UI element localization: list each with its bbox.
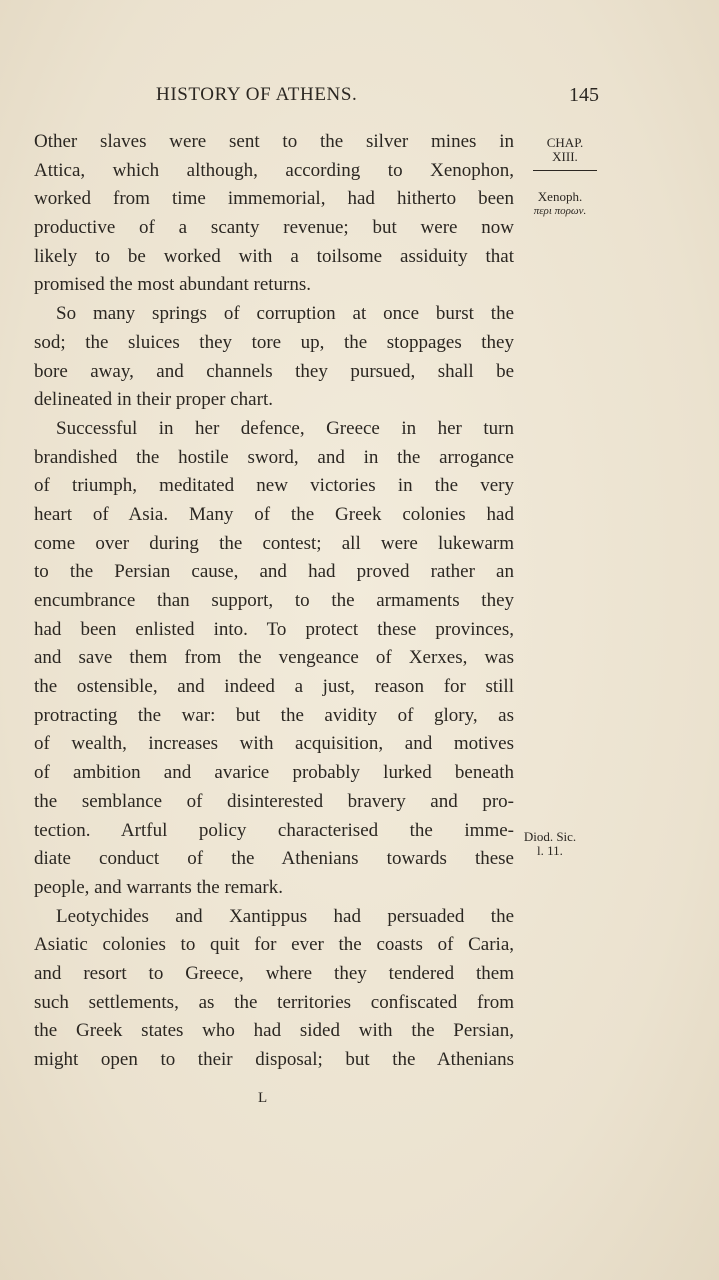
chap-number: XIII. — [552, 149, 578, 164]
text-line: of ambition and avarice probably lurked beneath — [34, 762, 514, 784]
text-line: people, and warrants the remark. — [34, 876, 284, 898]
text-line: the semblance of disinterested bravery and pro- — [34, 790, 514, 812]
diod-label: Diod. Sic. — [523, 829, 577, 844]
text-line: Attica, which although, according to Xenophon, — [34, 159, 514, 181]
text-line: the ostensible, and indeed a just, reason for still — [34, 676, 514, 698]
text-line: had been enlisted into. To protect these provinces, — [34, 618, 514, 640]
text-line: Asiatic colonies to quit for ever the coasts of Caria, — [34, 934, 514, 956]
xenoph-greek: περι πορων. — [533, 205, 587, 217]
page-number: 145 — [569, 84, 599, 106]
text-line: to the Persian cause, and had proved rather an — [34, 561, 514, 583]
text-line: of wealth, increases with acquisition, and motives — [34, 733, 514, 755]
text-line: encumbrance than support, to the armaments they — [34, 590, 514, 611]
text-line: productive of a scanty revenue; but were now — [34, 217, 514, 239]
diod-ref: l. 11. — [537, 843, 563, 858]
running-head — [34, 84, 599, 114]
text-line: and save them from the vengeance of Xerxes, was — [34, 647, 514, 669]
text-line: come over during the contest; all were lukewarm — [34, 532, 514, 554]
text-line: promised the most abundant returns. — [34, 274, 312, 296]
text-line: of triumph, meditated new victories in the very — [34, 475, 514, 497]
text-line: likely to be worked with a toilsome assiduity that — [34, 245, 514, 267]
body-text — [34, 128, 514, 1075]
text-line: heart of Asia. Many of the Greek colonies had — [34, 503, 514, 525]
text-line: worked from time immemorial, had hitherto been — [34, 188, 514, 210]
chap-rule — [533, 170, 597, 171]
text-line: the Greek states who had sided with the Persian, — [34, 1020, 514, 1042]
signature-mark: L — [258, 1090, 268, 1106]
running-title: HISTORY OF ATHENS. — [156, 84, 358, 105]
xenoph-label: Xenoph. — [537, 189, 583, 204]
margin-chapter-note — [530, 136, 600, 171]
text-line: tection. Artful policy characterised the imme- — [34, 819, 514, 841]
text-line: protracting the war: but the avidity of glory, as — [34, 704, 514, 726]
text-line: So many springs of corruption at once burst the — [56, 303, 514, 325]
margin-diodorus-note — [510, 830, 590, 858]
text-line: and resort to Greece, where they tendered them — [34, 962, 514, 984]
text-line: bore away, and channels they pursued, shall be — [34, 360, 514, 382]
text-line: such settlements, as the territories confiscated from — [34, 991, 514, 1013]
margin-xenophon-note — [520, 190, 600, 218]
text-line: delineated in their proper chart. — [34, 389, 273, 411]
text-line: Leotychides and Xantippus had persuaded the — [56, 905, 514, 927]
text-line: diate conduct of the Athenians towards these — [34, 848, 514, 870]
text-line: might open to their disposal; but the Athenians — [34, 1049, 514, 1070]
text-line: sod; the sluices they tore up, the stoppages they — [34, 331, 514, 353]
text-line: brandished the hostile sword, and in the arrogance — [34, 446, 514, 468]
text-line: Other slaves were sent to the silver mines in — [34, 131, 514, 152]
chap-label: CHAP. — [546, 135, 584, 150]
text-line: Successful in her defence, Greece in her turn — [56, 417, 514, 439]
